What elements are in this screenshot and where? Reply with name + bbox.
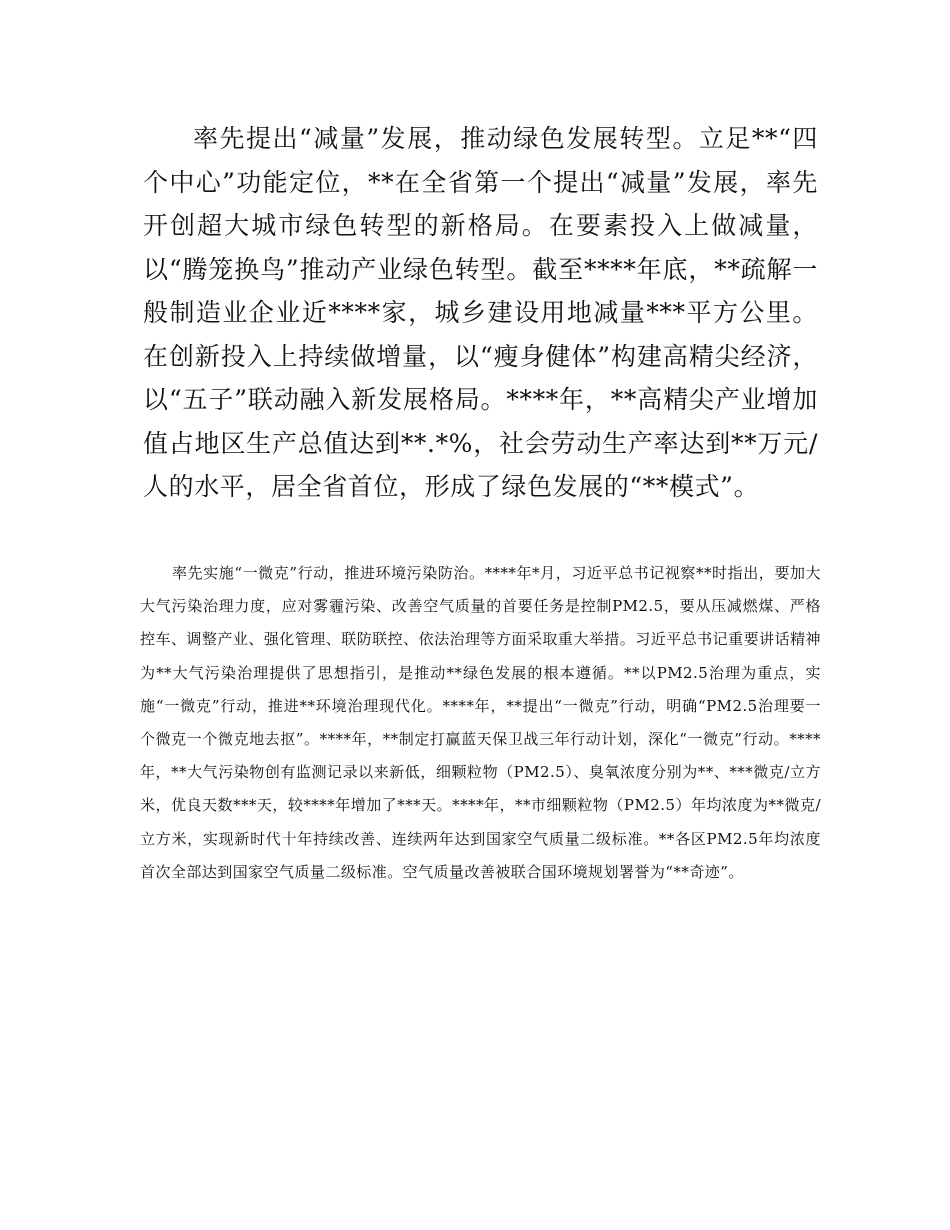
paragraph-green-transformation: 率先提出“减量”发展，推动绿色发展转型。立足**“四个中心”功能定位，**在全省第一个提出“减量”发展，率先开创超大城市绿色转型的新格局。在要素投入上做减量，以“腾笼换鸟”推动产业绿色转型。截至****年底，**疏解一般制造业企业近****家，城乡建设用地减量***平方公里。在创新投入上持续做增量，以“瘦身健体”构建高精尖经济，以“五子”联动融入新发展格局。****年，**高精尖产业增加值占地区生产总值达到**.*%，社会劳动生产率达到**万元/人的水平，居全省首位，形成了绿色发展的“**模式”。 [143, 124, 818, 501]
paragraph-pollution-control: 率先实施“一微克”行动，推进环境污染防治。****年*月，习近平总书记视察**时指出，要加大大气污染治理力度，应对雾霾污染、改善空气质量的首要任务是控制PM2.5，要从压减燃煤、严格控车、调整产业、强化管理、联防联控、依法治理等方面采取重大举措。习近平总书记重要讲话精神为**大气污染治理提供了思想指引，是推动**绿色发展的根本遵循。**以PM2.5治理为重点，实施“一微克”行动，推进**环境治理现代化。****年，**提出“一微克”行动，明确“PM2.5治理要一个微克一个微克地去抠”。****年，**制定打赢蓝天保卫战三年行动计划，深化“一微克”行动。****年，**大气污染物创有监测记录以来新低，细颗粒物（PM2.5）、臭氧浓度分别为**、***微克/立方米，优良天数***天，较****年增加了***天。****年，**市细颗粒物（PM2.5）年均浓度为**微克/立方米，实现新时代十年持续改善、连续两年达到国家空气质量二级标准。**各区PM2.5年均浓度首次全部达到国家空气质量二级标准。空气质量改善被联合国环境规划署誉为“**奇迹”。 [140, 564, 821, 881]
